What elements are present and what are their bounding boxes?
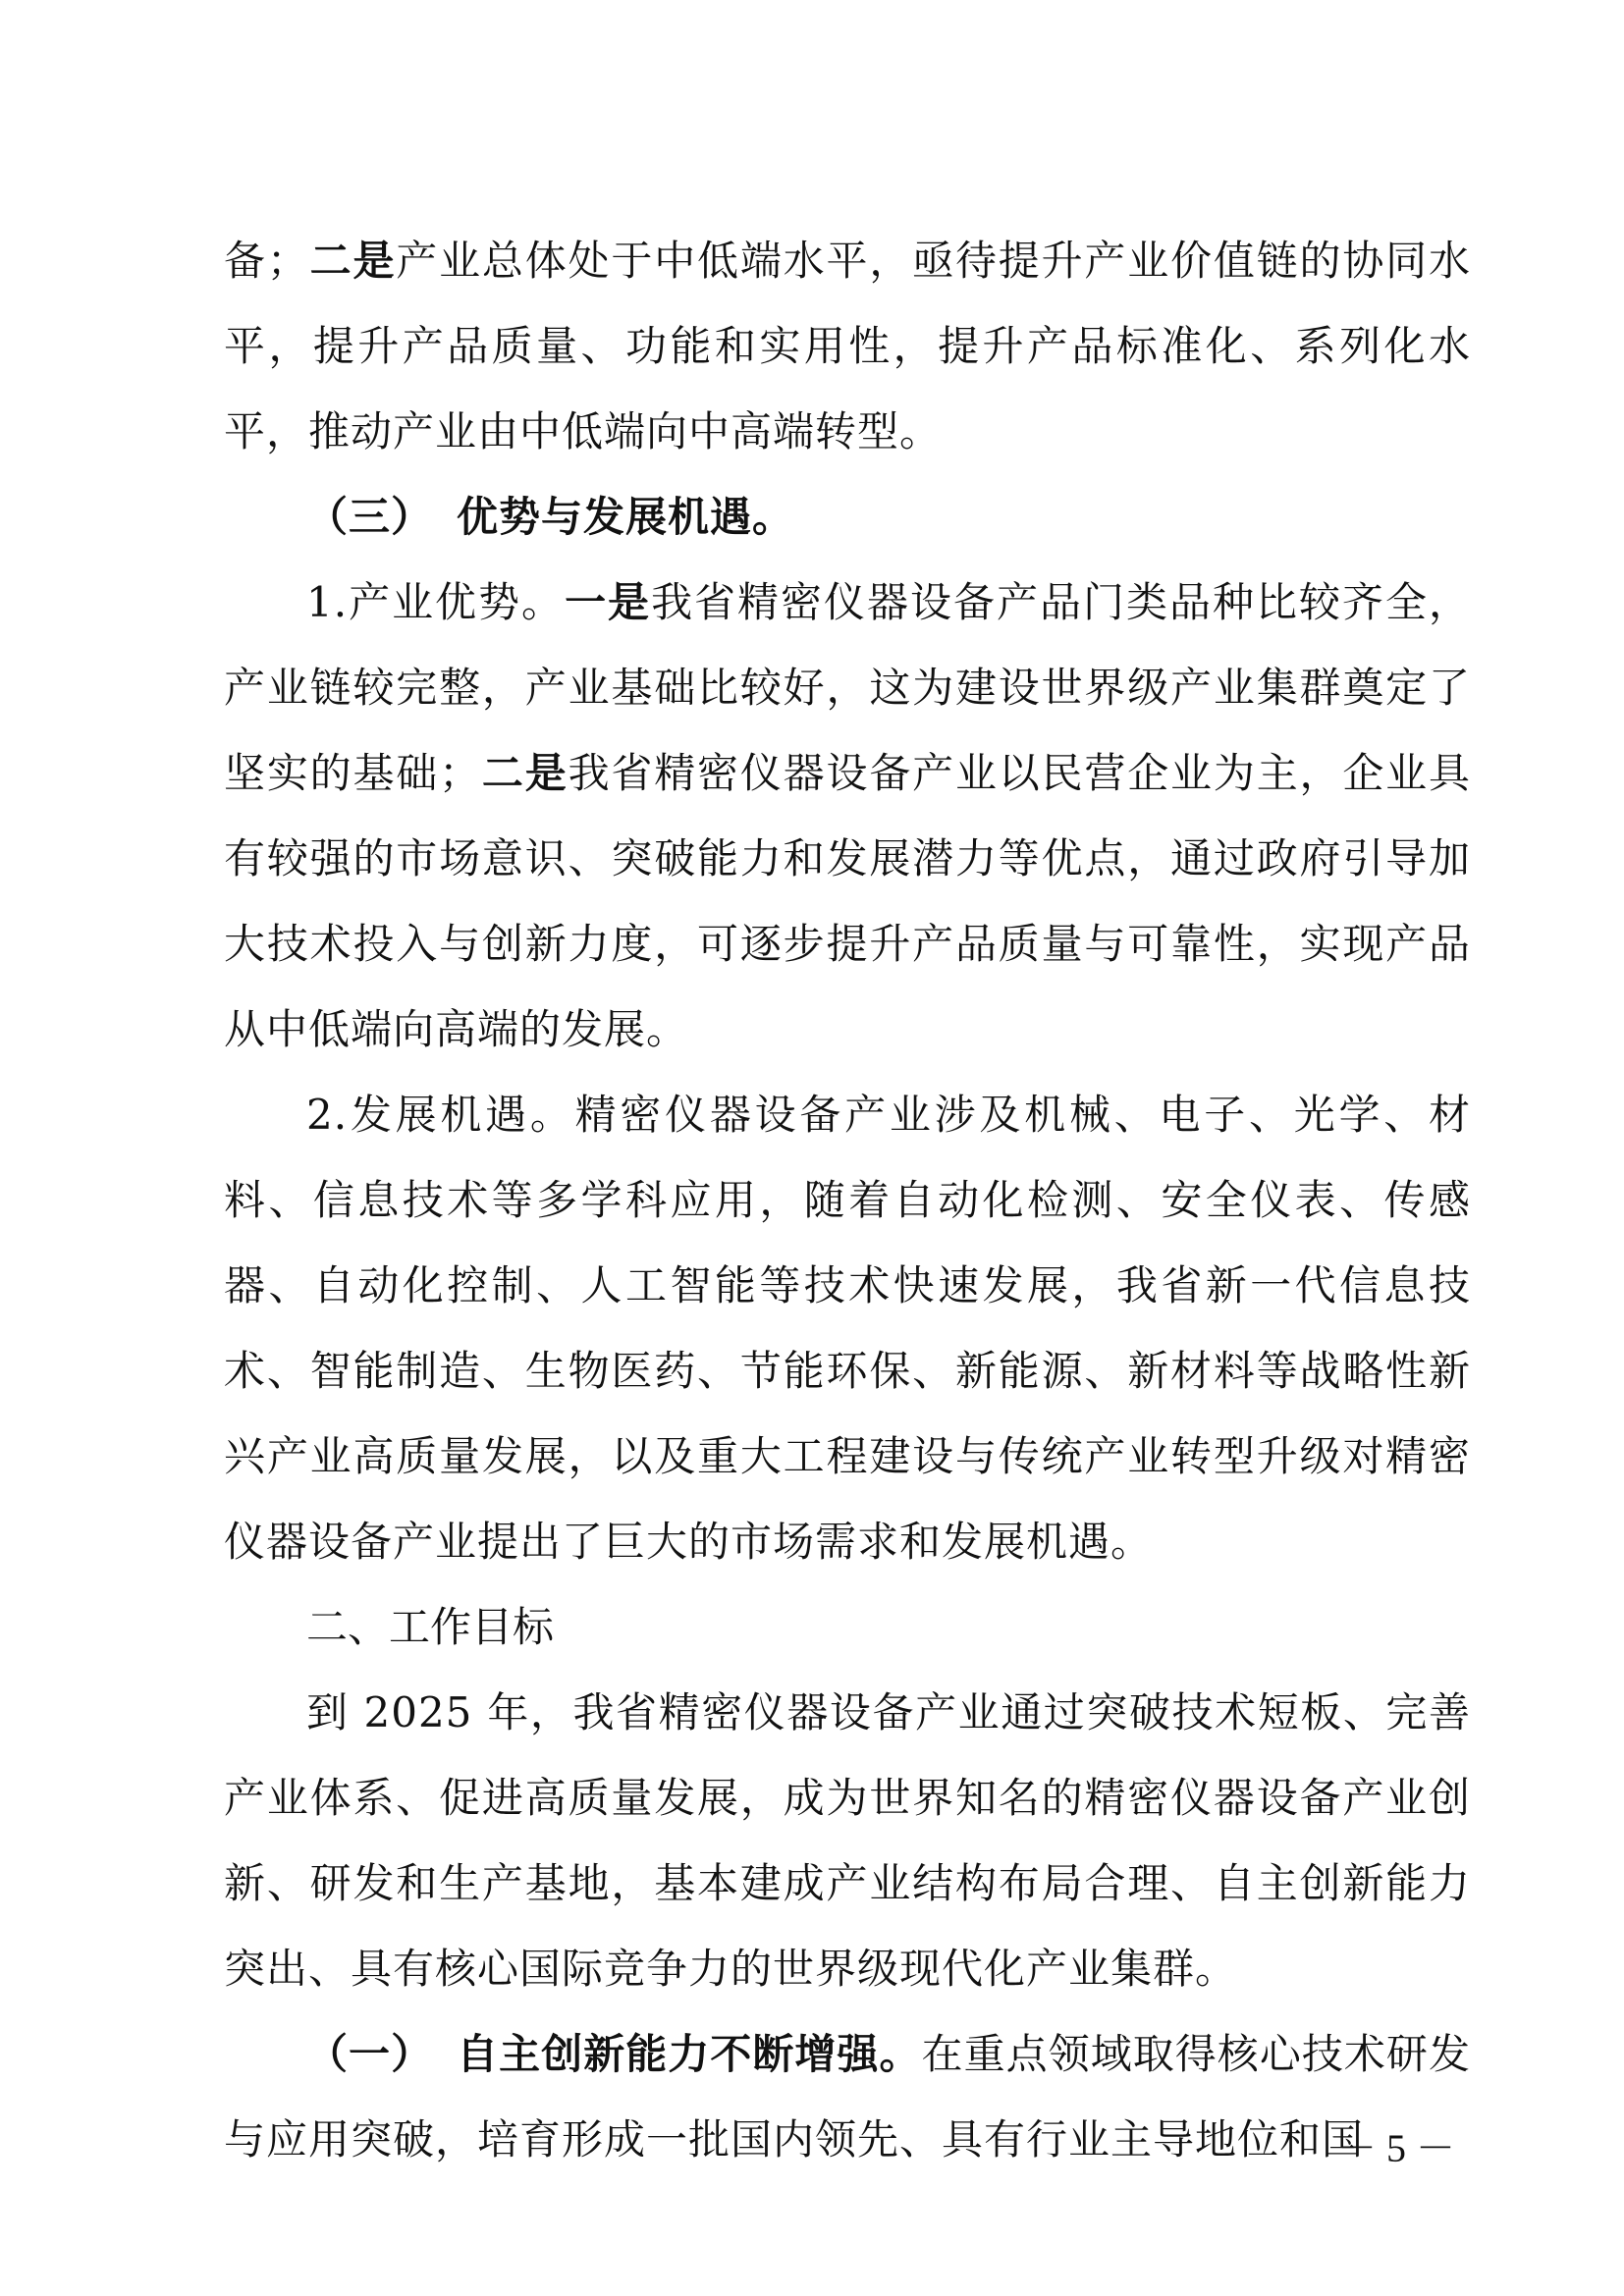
subheading-title: 自主创新能力不断增强。 (457, 2030, 922, 2078)
paragraph-development-opportunities: 2.发展机遇。精密仪器设备产业涉及机械、电子、光学、材料、信息技术等多学科应用，随着自动化检测、安全仪表、传感器、自动化控制、人工智能等技术快速发展，我省新一代信息技术、智能制造、生物医药、节能环保、新能源、新材料等战略性新兴产业高质量发展，以及重大工程建设与传统产业转型升级对精密仪器设备产业提出了巨大的市场需求和发展机遇。 (224, 1091, 1471, 1566)
paragraph-industry-weakness (224, 218, 1471, 474)
text-segment: 备； (224, 237, 309, 285)
text-segment: 我省精密仪器设备产品门类品种比较齐全，产业链较完整，产业基础比较好，这为建设世界级产业集群奠定了坚实的基础； (224, 578, 1471, 797)
text-segment: 我省精密仪器设备产业以民营企业为主，企业具有较强的市场意识、突破能力和发展潜力等优点，通过政府引导加大技术投入与创新力度，可逐步提升产品质量与可靠性，实现产品从中低端向高端的发展。 (224, 749, 1471, 1053)
subheading-advantages (224, 474, 1471, 560)
text-segment: 1.产业优势。 (306, 578, 566, 626)
subheading-number: （三） (306, 493, 434, 541)
section-heading-goals: 二、工作目标 (306, 1603, 555, 1651)
paragraph-goals: 到 2025 年，我省精密仪器设备产业通过突破技术短板、完善产业体系、促进高质量发展，成为世界知名的精密仪器设备产业创新、研发和生产基地，基本建成产业结构布局合理、自主创新能力突出、具有核心国际竞争力的世界级现代化产业集群。 (224, 1688, 1471, 1993)
emphasis-text: 二是 (481, 749, 568, 797)
emphasis-text: 一是 (565, 578, 652, 626)
paragraph-industry-advantages (224, 560, 1471, 1072)
text-segment: 产业总体处于中低端水平，亟待提升产业价值链的协同水平，提升产品质量、功能和实用性，提升产品标准化、系列化水平，推动产业由中低端向中高端转型。 (224, 237, 1471, 455)
paragraph-innovation-goal (224, 2011, 1471, 2182)
page-number: － 5 － (1337, 2126, 1455, 2170)
emphasis-text: 二是 (308, 237, 397, 285)
document-body (224, 218, 1471, 2182)
subheading-title: 优势与发展机遇。 (457, 493, 795, 541)
text-segment: 在重点领域取得核心技术研发与应用突破，培育形成一批国内领先、具有行业主导地位和国 (224, 2030, 1471, 2163)
subheading-number: （一） (306, 2030, 434, 2078)
